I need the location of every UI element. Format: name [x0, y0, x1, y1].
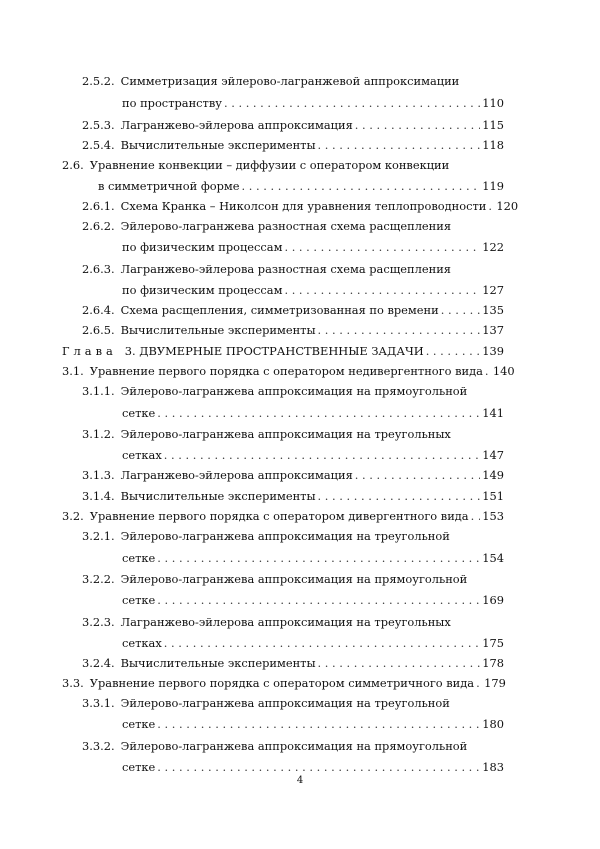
toc-entry-3-3-1-line1 — [82, 693, 504, 713]
dot-leader — [426, 341, 481, 361]
section-title-continued: по физическим процессам — [122, 240, 283, 254]
page-number: 154 — [482, 551, 504, 565]
page-number: 118 — [482, 138, 504, 152]
section-number: 3.2.3. — [82, 615, 115, 629]
section-number: 2.5.4. — [82, 138, 115, 152]
toc-entry-3-1-1-line1 — [82, 381, 504, 401]
toc-entry-3-3-2-line2 — [122, 757, 504, 777]
dot-leader — [355, 115, 480, 135]
toc-entry-3-2-2-line1 — [82, 569, 504, 589]
section-number: 3.3.2. — [82, 739, 115, 753]
dot-leader — [157, 590, 480, 610]
page-number: 120 — [496, 199, 519, 213]
section-title-continued: сетках — [122, 636, 162, 650]
section-title: Эйлерово-лагранжева разностная схема расщепления — [120, 219, 452, 233]
section-number: 3.1.3. — [82, 468, 115, 482]
toc-entry-2-6-4 — [82, 300, 504, 320]
section-title: Вычислительные эксперименты — [120, 323, 316, 337]
toc-entry-3-2 — [62, 506, 504, 526]
toc-entry-2-6-line2 — [98, 176, 504, 196]
toc-entry-3-2-1-line2 — [122, 548, 504, 568]
page-number: 141 — [482, 406, 504, 420]
section-number: 2.5.3. — [82, 118, 115, 132]
toc-entry-2-6-3-line2 — [122, 280, 504, 300]
section-number: 2.6.5. — [82, 323, 115, 337]
toc-entry-3-2-4 — [82, 653, 504, 673]
toc-entry-2-5-2-line2 — [122, 93, 504, 113]
dot-leader — [471, 506, 481, 526]
section-title: Лагранжево-эйлерова аппроксимация — [120, 468, 353, 482]
toc-entry-3-1-1-line2 — [122, 403, 504, 423]
section-title-continued: сетке — [122, 551, 156, 565]
section-number: 3.2.4. — [82, 656, 115, 670]
section-number: 2.6.1. — [82, 199, 115, 213]
section-title: Лагранжево-эйлерова аппроксимация — [120, 118, 353, 132]
toc-entry-3-1-2-line2 — [122, 445, 504, 465]
page-number: 140 — [492, 364, 515, 378]
toc-entry-2-6-1 — [82, 196, 519, 216]
section-title: Уравнение первого порядка с оператором симметричного вида — [89, 676, 475, 690]
section-number: 2.6.3. — [82, 262, 115, 276]
page-number: 149 — [482, 468, 504, 482]
toc-entry-3-2-3-line2 — [122, 633, 504, 653]
section-title: Симметризация эйлерово-лагранжевой аппроксимации — [120, 74, 460, 88]
toc-entry-3-2-1-line1 — [82, 526, 504, 546]
section-title-continued: сетках — [122, 448, 162, 462]
toc-chapter-3 — [62, 341, 504, 361]
page-number: 147 — [482, 448, 504, 462]
toc-entry-3-3-2-line1 — [82, 736, 504, 756]
page-number: 151 — [482, 489, 504, 503]
toc-entry-3-3-1-line2 — [122, 714, 504, 734]
toc-entry-2-5-2-line1 — [82, 71, 504, 91]
dot-leader — [157, 403, 480, 423]
page-number: 183 — [482, 760, 504, 774]
dot-leader — [318, 486, 481, 506]
toc-entry-2-6-3-line1 — [82, 259, 504, 279]
section-title-continued: сетке — [122, 760, 156, 774]
section-number: 3.2.1. — [82, 529, 115, 543]
toc-entry-3-2-3-line1 — [82, 612, 504, 632]
toc-entry-2-5-3 — [82, 115, 504, 135]
section-title: Уравнение конвекции – диффузии с оператором конвекции — [89, 158, 450, 172]
section-title: Уравнение первого порядка с оператором дивергентного вида — [89, 509, 469, 523]
toc-entry-2-6-5 — [82, 320, 504, 340]
section-title: Эйлерово-лагранжева аппроксимация на прямоугольной — [120, 739, 468, 753]
page-number: 179 — [484, 676, 506, 690]
toc-entry-2-6-2-line2 — [122, 237, 504, 257]
dot-leader — [224, 93, 480, 113]
section-title: Эйлерово-лагранжева аппроксимация на прямоугольной — [120, 384, 468, 398]
section-number: 3.2.2. — [82, 572, 115, 586]
section-title: Вычислительные эксперименты — [120, 656, 316, 670]
toc-entry-2-6-line1 — [62, 155, 504, 175]
toc-entry-3-1-3 — [82, 465, 504, 485]
dot-leader — [157, 714, 480, 734]
page-number: 153 — [482, 509, 504, 523]
toc-entry-3-1-4 — [82, 486, 504, 506]
page-number: 119 — [482, 179, 504, 193]
section-number: 3.1. — [62, 364, 84, 378]
toc-entry-3-2-2-line2 — [122, 590, 504, 610]
dot-leader — [164, 445, 480, 465]
section-title: Лагранжево-эйлерова разностная схема расщепления — [120, 262, 451, 276]
section-title: Эйлерово-лагранжева аппроксимация на треугольной — [120, 529, 450, 543]
section-number: 3.3. — [62, 676, 84, 690]
page-number: 180 — [482, 717, 504, 731]
page-number: 137 — [482, 323, 504, 337]
section-title: Уравнение первого порядка с оператором недивергентного вида — [89, 364, 483, 378]
section-title: Эйлерово-лагранжева аппроксимация на прямоугольной — [120, 572, 468, 586]
page-number: 139 — [482, 344, 504, 358]
section-number: 2.5.2. — [82, 74, 115, 88]
toc-entry-3-3 — [62, 673, 504, 693]
dot-leader — [318, 320, 481, 340]
page-footer-number: 4 — [296, 775, 304, 786]
section-title: Эйлерово-лагранжева аппроксимация на треугольной — [120, 696, 450, 710]
dot-leader — [441, 300, 481, 320]
page-number: 115 — [482, 118, 504, 132]
section-title-continued: сетке — [122, 593, 156, 607]
dot-leader — [157, 548, 480, 568]
dot-leader — [164, 633, 480, 653]
section-title: Вычислительные эксперименты — [120, 138, 316, 152]
dot-leader — [284, 237, 480, 257]
page-number: 169 — [482, 593, 504, 607]
page-number: 178 — [482, 656, 504, 670]
section-number: 2.6.4. — [82, 303, 115, 317]
section-title: Схема Кранка – Николсон для уравнения теплопроводности — [120, 199, 487, 213]
dot-leader — [318, 653, 481, 673]
chapter-title: 3. ДВУМЕРНЫЕ ПРОСТРАНСТВЕННЫЕ ЗАДАЧИ — [124, 344, 424, 358]
dot-leader — [157, 757, 480, 777]
dot-leader — [485, 361, 491, 381]
section-title-continued: по физическим процессам — [122, 283, 283, 297]
section-number: 2.6. — [62, 158, 84, 172]
section-title: Схема расщепления, симметризованная по времени — [120, 303, 439, 317]
section-title: Эйлерово-лагранжева аппроксимация на треугольных — [120, 427, 451, 441]
section-number: 3.1.4. — [82, 489, 115, 503]
dot-leader — [242, 176, 481, 196]
toc-entry-3-1-2-line1 — [82, 424, 504, 444]
dot-leader — [318, 135, 481, 155]
dot-leader — [355, 465, 480, 485]
section-number: 3.2. — [62, 509, 84, 523]
dot-leader — [488, 196, 494, 216]
section-number: 3.3.1. — [82, 696, 115, 710]
toc-entry-2-6-2-line1 — [82, 216, 504, 236]
section-title-continued: в симметричной форме — [98, 179, 240, 193]
section-title: Лагранжево-эйлерова аппроксимация на треугольных — [120, 615, 451, 629]
toc-entry-3-1 — [62, 361, 515, 381]
section-number: 2.6.2. — [82, 219, 115, 233]
page-number: 135 — [482, 303, 504, 317]
section-title-continued: по пространству — [122, 96, 222, 110]
dot-leader — [476, 673, 482, 693]
section-title-continued: сетке — [122, 717, 156, 731]
section-title: Вычислительные эксперименты — [120, 489, 316, 503]
dot-leader — [284, 280, 480, 300]
page-number: 127 — [482, 283, 504, 297]
section-number: 3.1.2. — [82, 427, 115, 441]
chapter-label: Глава — [62, 344, 117, 358]
section-title-continued: сетке — [122, 406, 156, 420]
page-number: 122 — [482, 240, 504, 254]
page-number: 175 — [482, 636, 504, 650]
page-number: 110 — [482, 96, 504, 110]
section-number: 3.1.1. — [82, 384, 115, 398]
toc-entry-2-5-4 — [82, 135, 504, 155]
